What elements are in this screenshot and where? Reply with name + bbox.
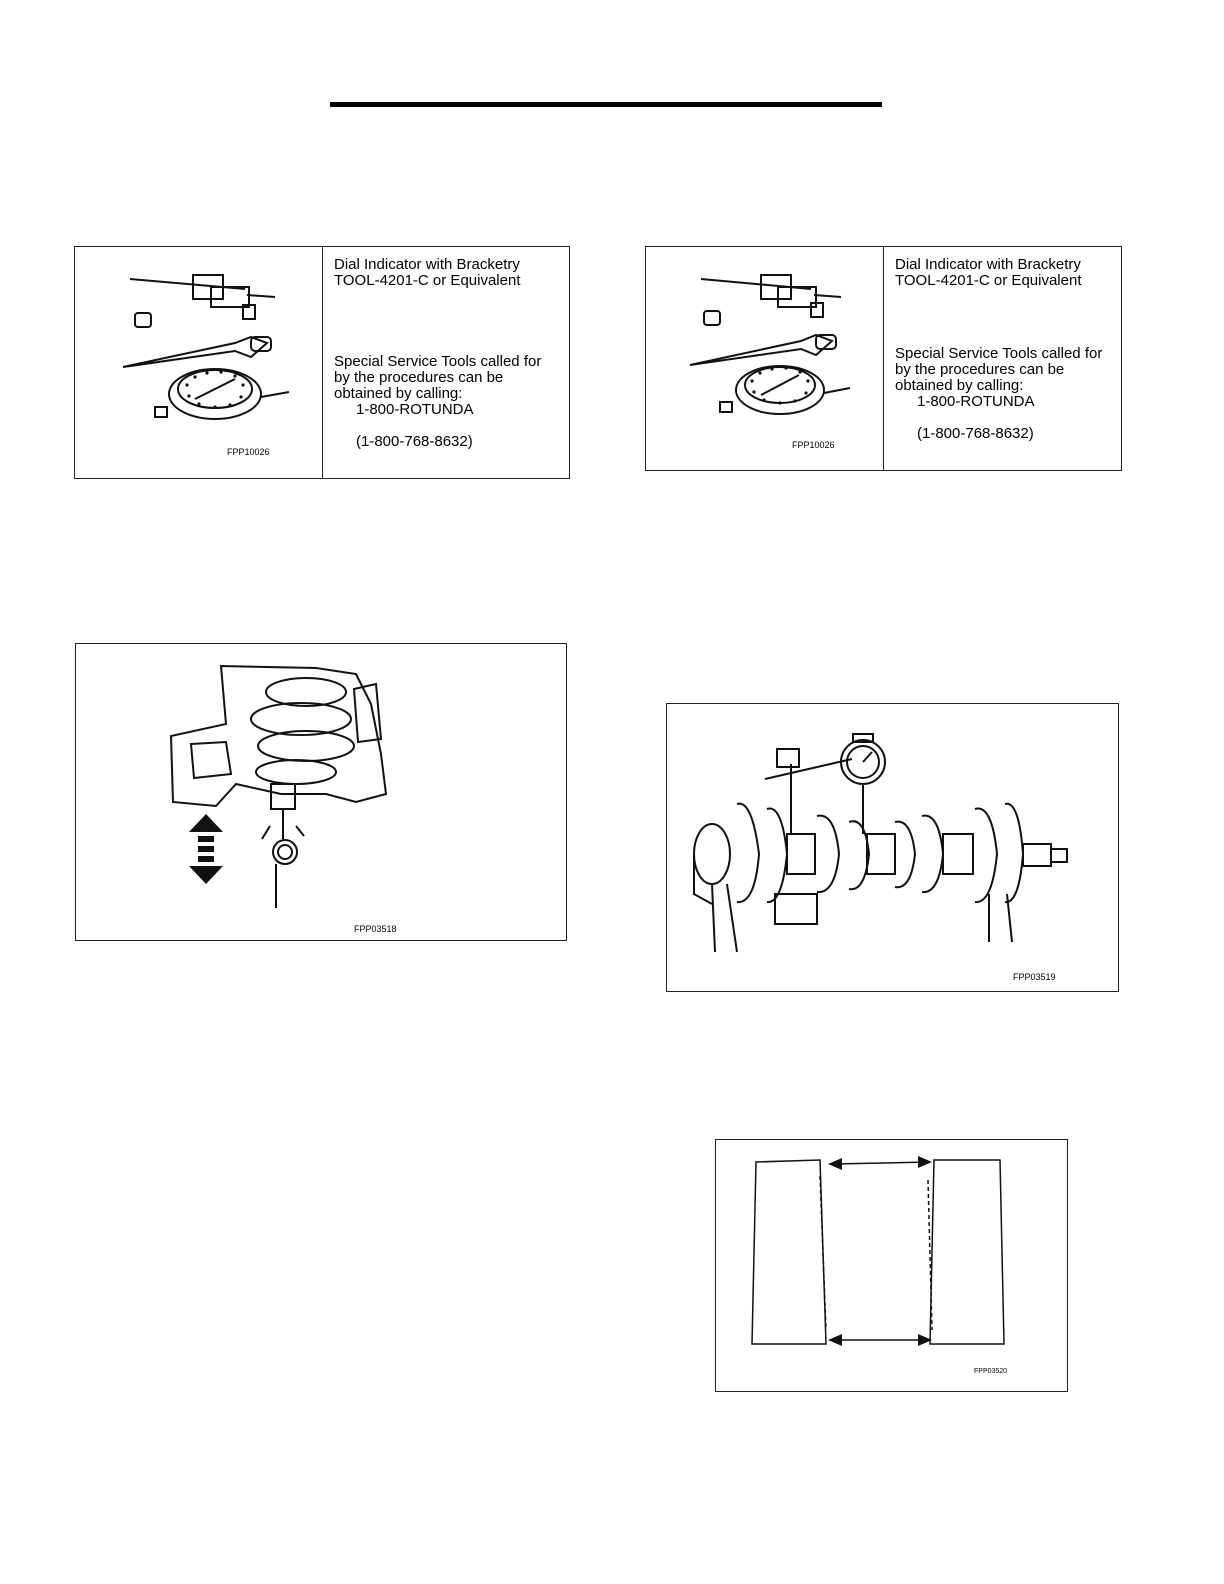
tool-box-left — [74, 246, 570, 479]
tool-box-text — [884, 247, 1121, 470]
service-info — [895, 330, 1102, 458]
service-note: Special Service Tools called for by the procedures can be obtained by calling: — [334, 353, 542, 402]
phone-numeric: (1-800-768-8632) — [917, 425, 1034, 442]
dial-indicator-illustration — [75, 247, 323, 478]
figure-code: FPP03519 — [1013, 972, 1056, 982]
tool-box-text — [323, 247, 569, 478]
tool-name: Dial Indicator with Bracketry TOOL-4201-C or Equivalent — [895, 256, 1082, 289]
phone-numeric: (1-800-768-8632) — [356, 433, 473, 450]
service-info — [334, 338, 541, 466]
crankshaft-dial-indicator-illustration — [667, 704, 1120, 993]
header-rule — [330, 102, 882, 107]
service-note: Special Service Tools called for by the procedures can be obtained by calling: — [895, 345, 1103, 394]
phone-rotunda: 1-800-ROTUNDA — [917, 393, 1035, 410]
taper-measurement-figure — [715, 1139, 1068, 1392]
dial-indicator-tool-icon — [646, 247, 884, 472]
tool-name: Dial Indicator with Bracketry TOOL-4201-C or Equivalent — [334, 256, 521, 289]
dial-indicator-illustration — [646, 247, 884, 470]
figure-code: FPP03518 — [354, 924, 397, 934]
engine-block-dial-indicator-illustration — [76, 644, 568, 942]
crankshaft-end-play-figure — [75, 643, 567, 941]
dial-indicator-tool-icon — [75, 247, 323, 480]
figure-code: FPP03520 — [974, 1368, 1008, 1375]
phone-rotunda: 1-800-ROTUNDA — [356, 401, 474, 418]
tool-box-right — [645, 246, 1122, 471]
figure-code: FPP10026 — [792, 440, 835, 450]
taper-diagram-illustration — [716, 1140, 1069, 1393]
crankshaft-runout-figure — [666, 703, 1119, 992]
figure-code: FPP10026 — [227, 447, 270, 457]
